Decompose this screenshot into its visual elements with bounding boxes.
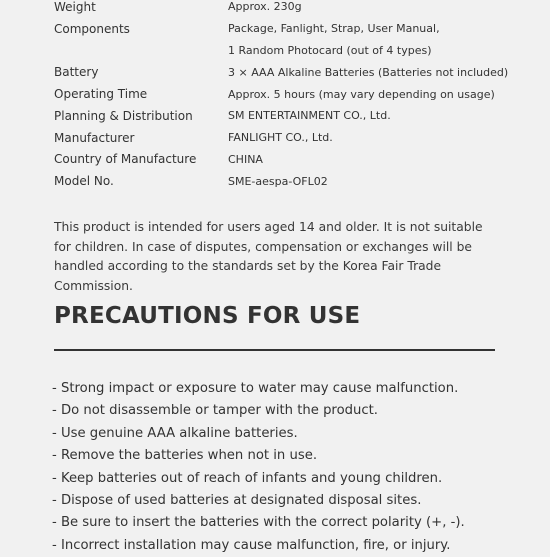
section-title: PRECAUTIONS FOR USE bbox=[54, 303, 361, 329]
spec-label: Model No. bbox=[54, 174, 114, 189]
spec-value: 1 Random Photocard (out of 4 types) bbox=[228, 43, 432, 57]
list-item: - Keep batteries out of reach of infants and young children. bbox=[52, 470, 443, 486]
list-item: - Incorrect installation may cause malfunction, fire, or injury. bbox=[52, 537, 451, 553]
spec-value: CHINA bbox=[228, 152, 263, 166]
list-item: - Be sure to insert the batteries with the correct polarity (+, -). bbox=[52, 515, 465, 531]
spec-label: Operating Time bbox=[54, 87, 148, 102]
spec-label: Planning & Distribution bbox=[54, 108, 193, 123]
spec-label: Weight bbox=[54, 0, 96, 14]
spec-row-components bbox=[54, 18, 514, 40]
list-item: - Dispose of used batteries at designated disposal sites. bbox=[52, 492, 422, 508]
spec-label: Battery bbox=[54, 65, 99, 80]
spec-row-battery bbox=[54, 61, 514, 83]
list-item: - Use genuine AAA alkaline batteries. bbox=[52, 425, 298, 441]
spec-row-manufacturer bbox=[54, 127, 514, 149]
spec-value: 3 × AAA Alkaline Batteries (Batteries not included) bbox=[228, 65, 509, 79]
spec-row-country bbox=[54, 149, 514, 171]
precautions-list bbox=[52, 378, 465, 557]
spec-value: FANLIGHT CO., Ltd. bbox=[228, 131, 333, 145]
spec-row-model-no bbox=[54, 170, 514, 192]
spec-label: Manufacturer bbox=[54, 130, 135, 145]
spec-value: Approx. 5 hours (may vary depending on usage) bbox=[228, 87, 495, 101]
spec-value: SME-aespa-OFL02 bbox=[228, 174, 328, 188]
age-notice: This product is intended for users aged 14 and older. It is not suitable for children. In case of disputes, compensation or exchanges will be handled according to the standards set by the Korea Fair Trade Commission. bbox=[54, 220, 483, 293]
spec-label: Country of Manufacture bbox=[54, 152, 197, 167]
spec-value: Package, Fanlight, Strap, User Manual, bbox=[228, 22, 440, 36]
list-item: - Strong impact or exposure to water may cause malfunction. bbox=[52, 381, 459, 396]
list-item: - Do not disassemble or tamper with the product. bbox=[52, 403, 378, 419]
section-divider bbox=[54, 349, 495, 351]
spec-row-components-continued bbox=[54, 40, 514, 62]
spec-row-planning-distribution bbox=[54, 105, 514, 127]
spec-row-weight bbox=[54, 0, 514, 18]
spec-row-operating-time bbox=[54, 83, 514, 105]
spec-label: Components bbox=[54, 21, 130, 36]
spec-table bbox=[54, 0, 514, 192]
spec-value: SM ENTERTAINMENT CO., Ltd. bbox=[228, 109, 391, 123]
spec-value: Approx. 230g bbox=[228, 0, 302, 14]
list-item: - Remove the batteries when not in use. bbox=[52, 448, 318, 464]
